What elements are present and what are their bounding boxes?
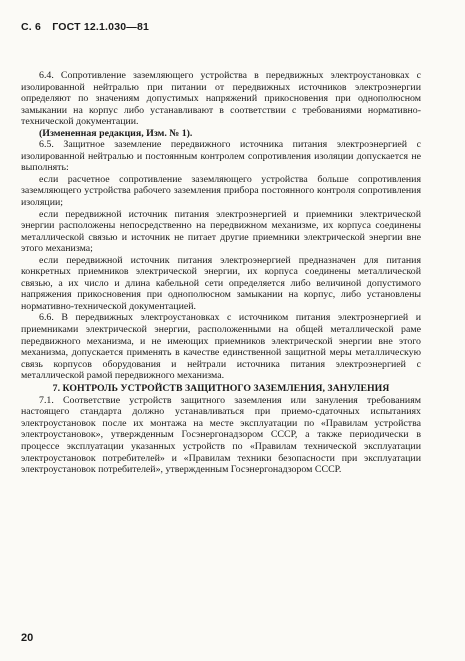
page-number: 20	[21, 632, 34, 644]
document-body	[21, 70, 421, 476]
section-7-title: 7. КОНТРОЛЬ УСТРОЙСТВ ЗАЩИТНОГО ЗАЗЕМЛЕНИЯ, ЗАНУЛЕНИЯ	[52, 382, 390, 394]
page-marker: С. 6	[21, 21, 42, 33]
clause-6-4: 6.4. Сопротивление заземляющего устройства в передвижных электроустановках с изолированной нейтралью при питании от передвижных источников электроэнергии определяют по значениям допустимых напряжений прикосновения при однополюсном замыкании на корпус либо устанавливают в соответствии с требованиями нормативно-технической документации.	[21, 70, 421, 128]
page-header	[21, 21, 157, 33]
clause-7-1: 7.1. Соответствие устройств защитного заземления или зануления требованиям настоящего стандарта должно устанавливаться при приемо-сдаточных испытаниях электроустановок после их монтажа на месте эксплуатации по «Правилам устройства электроустановок», утвержденным Госэнергонадзором СССР, а также периодически в процессе эксплуатации указанных устройств по «Правилам технической эксплуатации электроустановок потребителей» и «Правилам техники безопасности при эксплуатации электроустановок потребителей», утвержденным Госэнергонадзором СССР.	[21, 394, 421, 476]
clause-6-5-item-1: если расчетное сопротивление заземляющего устройства больше сопротивления заземляющего устройства рабочего заземления прибора постоянного контроля сопротивления изоляции;	[21, 173, 421, 209]
revision-note: (Измененная редакция, Изм. № 1).	[39, 127, 193, 139]
clause-6-5-item-2: если передвижной источник питания электроэнергией и приемники электрической энергии расположены непосредственно на передвижном механизме, их корпуса соединены металлической связью и источник не питает другие приемники электрической энергии вне этого механизма;	[21, 208, 421, 255]
standard-number: ГОСТ 12.1.030—81	[52, 21, 150, 33]
clause-6-5-item-3: если передвижной источник питания электроэнергией предназначен для питания конкретных приемников электрической энергии, их корпуса соединены металлической связью, а их число и длина кабельной сети определяется либо величиной допустимого напряжения прикосновения при однополюсном замыкании на корпус, либо установлены нормативно-технической документацией.	[21, 254, 421, 312]
clause-6-6: 6.6. В передвижных электроустановках с источником питания электроэнергией и приемниками электрической энергии, расположенными на общей металлической раме передвижного механизма, и не имеющих приемников электрической энергии вне этого механизма, допускается применять в качестве единственной защитной меры металлическую связь корпусов оборудования и нейтрали источника питания электроэнергией с металлической рамой передвижного механизма.	[21, 312, 421, 382]
clause-6-5: 6.5. Защитное заземление передвижного источника питания электроэнергией с изолированной нейтралью и постоянным контролем сопротивления изоляции допускается не выполнять:	[21, 139, 421, 174]
